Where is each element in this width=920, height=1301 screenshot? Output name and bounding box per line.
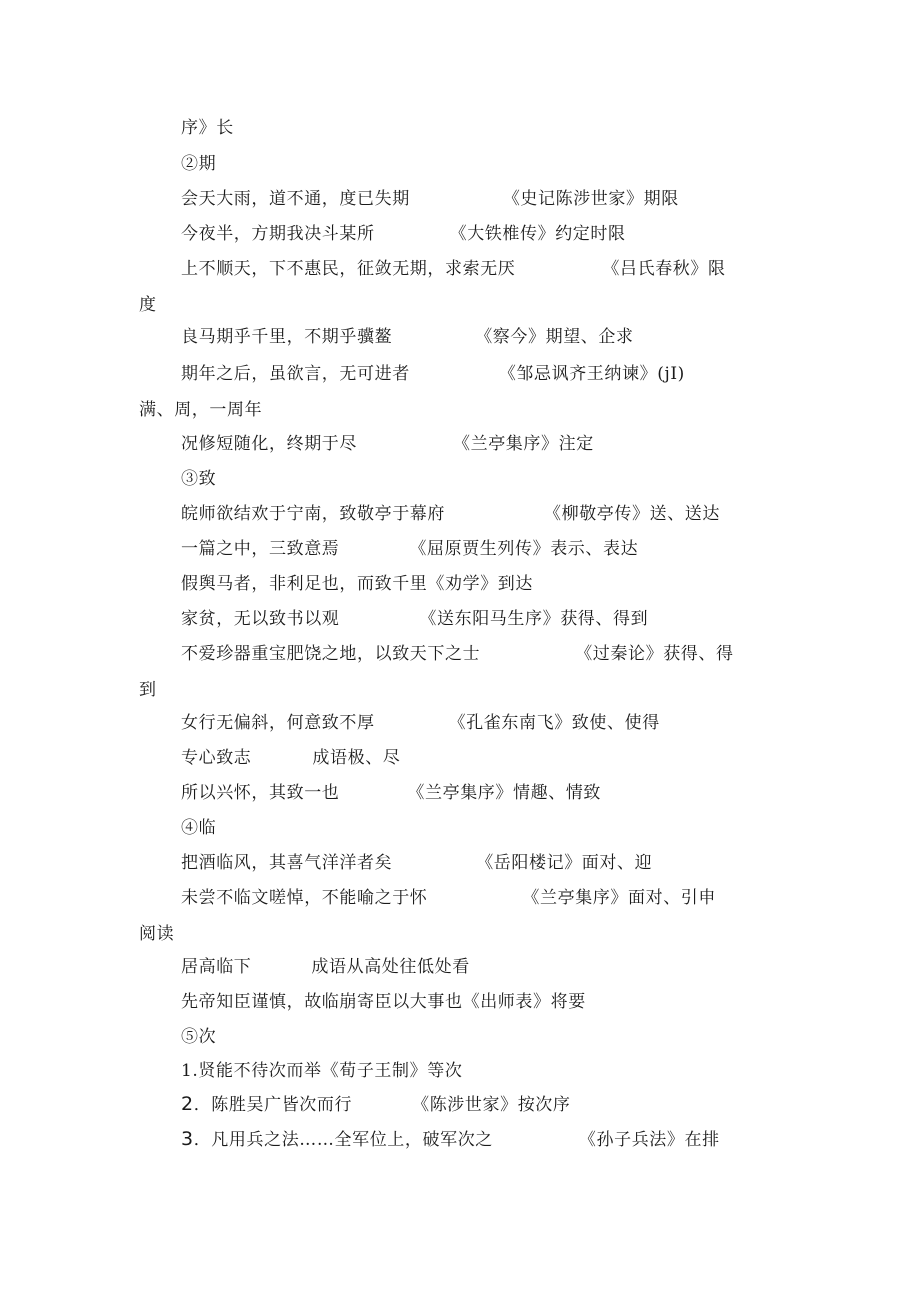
- example-line: [181, 712, 660, 734]
- line-text: 先帝知臣谨慎，故临崩寄臣以大事也《出师表》将要: [181, 992, 586, 1012]
- example-line: [181, 887, 716, 909]
- example-line: [181, 188, 679, 210]
- source-and-meaning: 《孙子兵法》在排: [578, 1130, 720, 1150]
- example-sentence: 期年之后，虽欲言，无可进者: [181, 364, 410, 384]
- example-sentence: 家贫，无以致书以观: [181, 609, 340, 629]
- text-line: [139, 679, 157, 701]
- line-text: 阅读: [139, 924, 175, 944]
- example-line: [181, 433, 594, 455]
- numbered-item: [181, 1128, 720, 1151]
- source-and-meaning: 《察今》期望、企求: [475, 327, 634, 347]
- example-sentence: 居高临下: [181, 957, 252, 977]
- example-sentence: 专心致志: [181, 748, 252, 768]
- example-sentence: 女行无偏斜，何意致不厚: [181, 713, 375, 733]
- example-sentence: 况修短随化，终期于尽: [181, 434, 357, 454]
- text-line: [181, 117, 234, 139]
- source-and-meaning: 《邹忌讽齐王纳谏》(jI): [498, 364, 685, 384]
- example-sentence: 会天大雨，道不通，度已失期: [181, 189, 410, 209]
- example-sentence: ．凡用兵之法……全军位上，破军次之: [193, 1130, 493, 1150]
- example-line: [181, 363, 685, 385]
- example-line: [181, 643, 734, 665]
- example-sentence: 未尝不临文嗟悼，不能喻之于怀: [181, 888, 428, 908]
- example-sentence: 不爱珍器重宝肥饶之地，以致天下之士: [181, 644, 481, 664]
- source-and-meaning: 《屈原贾生列传》表示、表达: [409, 539, 639, 559]
- line-text: 假舆马者，非利足也，而致千里《劝学》到达: [181, 574, 533, 594]
- line-text: ⑤次: [181, 1027, 217, 1047]
- section-heading: [181, 817, 216, 839]
- example-line: [181, 573, 533, 595]
- source-and-meaning: 《陈涉世家》按次序: [412, 1095, 571, 1115]
- example-sentence: 皖师欲结欢于宁南，致敬亭于幕府: [181, 504, 445, 524]
- example-line: [181, 991, 586, 1013]
- example-sentence: 把酒临风，其喜气洋洋者矣: [181, 853, 393, 873]
- line-text: 度: [139, 295, 157, 315]
- source-and-meaning: 《送东阳马生序》获得、得到: [419, 609, 649, 629]
- source-and-meaning: 《兰亭集序》注定: [453, 434, 594, 454]
- example-sentence: 所以兴怀，其致一也: [181, 783, 340, 803]
- text-line: [139, 294, 157, 316]
- item-number: 3: [181, 1128, 194, 1150]
- source-and-meaning: 《柳敬亭传》送、送达: [544, 504, 720, 524]
- example-sentence: 今夜半，方期我决斗某所: [181, 224, 375, 244]
- example-line: [181, 503, 720, 525]
- source-and-meaning: 成语从高处往低处看: [311, 957, 470, 977]
- line-text: 满、周，一周年: [139, 400, 263, 420]
- example-sentence: 良马期乎千里，不期乎骥鳌: [181, 327, 393, 347]
- example-sentence: ．陈胜吴广皆次而行: [193, 1095, 353, 1115]
- source-and-meaning: 《兰亭集序》面对、引申: [522, 888, 717, 908]
- line-text: ③致: [181, 469, 217, 489]
- example-line: [181, 538, 638, 560]
- line-text: 序》长: [181, 118, 234, 138]
- line-text: 1.贤能不待次而举《荀子王制》等次: [181, 1061, 463, 1081]
- source-and-meaning: 《孔雀东南飞》致使、使得: [448, 713, 660, 733]
- source-and-meaning: 成语极、尽: [312, 748, 401, 768]
- item-number: 2: [181, 1093, 194, 1115]
- line-text: ④临: [181, 818, 217, 838]
- source-and-meaning: 《过秦论》获得、得: [575, 644, 734, 664]
- example-line: [181, 852, 652, 874]
- example-line: [181, 223, 626, 245]
- example-line: [181, 747, 400, 769]
- source-and-meaning: 《吕氏春秋》限: [602, 259, 726, 279]
- example-sentence: 上不顺天，下不惠民，征敛无期，求索无厌: [181, 259, 516, 279]
- source-and-meaning: 《兰亭集序》情趣、情致: [407, 783, 602, 803]
- source-and-meaning: 《岳阳楼记》面对、迎: [476, 853, 653, 873]
- numbered-item: [181, 1093, 571, 1116]
- text-line: [139, 923, 174, 945]
- example-line: [181, 258, 726, 280]
- text-line: [139, 399, 262, 421]
- line-text: 到: [139, 680, 157, 700]
- example-line: [181, 956, 470, 978]
- example-sentence: 一篇之中，三致意焉: [181, 539, 340, 559]
- example-line: [181, 608, 648, 630]
- line-text: ②期: [181, 154, 217, 174]
- section-heading: [181, 468, 216, 490]
- numbered-item: [181, 1060, 462, 1082]
- example-line: [181, 782, 601, 804]
- example-line: [181, 326, 634, 348]
- source-and-meaning: 《大铁椎传》约定时限: [449, 224, 626, 244]
- section-heading: [181, 1026, 216, 1048]
- section-heading: [181, 153, 216, 175]
- source-and-meaning: 《史记陈涉世家》期限: [502, 189, 679, 209]
